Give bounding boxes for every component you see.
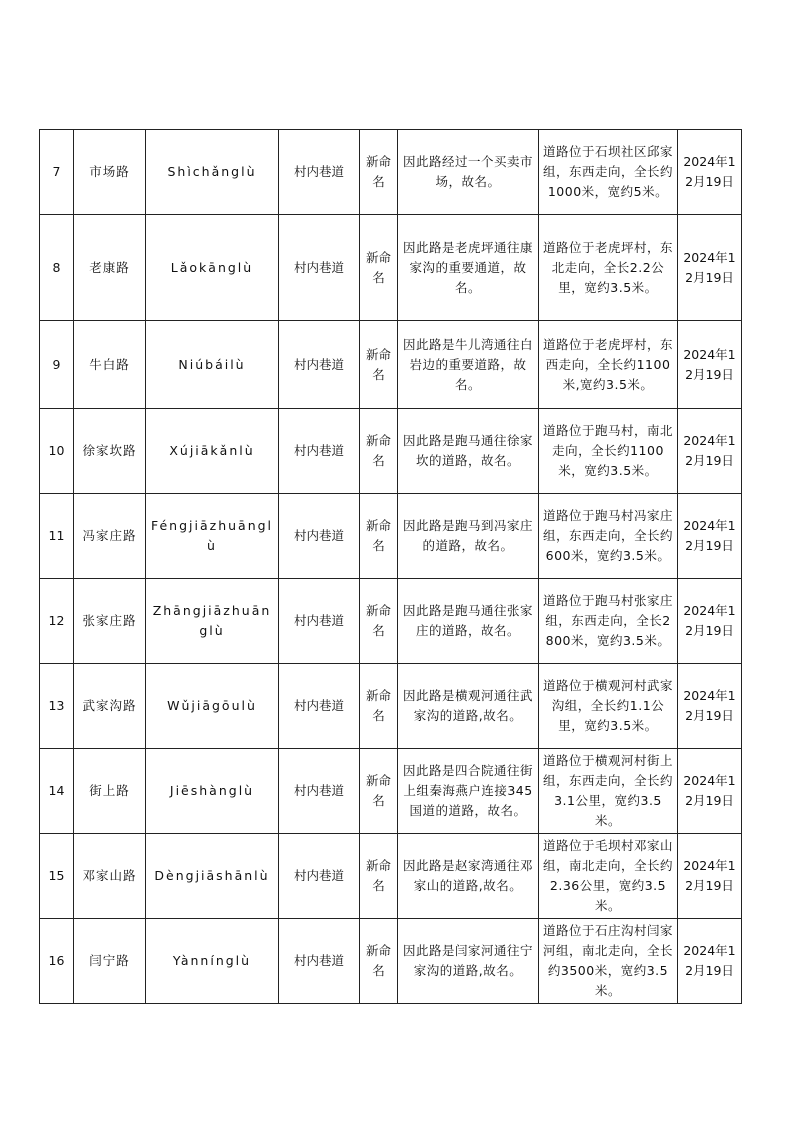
road-location: 道路位于横观河村武家沟组，全长约1.1公里，宽约3.5米。: [539, 664, 678, 749]
road-name: 冯家庄路: [74, 494, 146, 579]
road-naming-table: [39, 129, 742, 1004]
naming-date: 2024年12月19日: [678, 409, 742, 494]
table-row: [40, 321, 742, 409]
naming-date: 2024年12月19日: [678, 834, 742, 919]
naming-reason: 因此路是横观河通往武家沟的道路,故名。: [398, 664, 539, 749]
naming-kind: 新命名: [360, 494, 398, 579]
naming-kind: 新命名: [360, 130, 398, 215]
naming-kind: 新命名: [360, 321, 398, 409]
naming-date: 2024年12月19日: [678, 215, 742, 321]
road-location: 道路位于跑马村张家庄组，东西走向，全长2800米，宽约3.5米。: [539, 579, 678, 664]
row-number: 13: [40, 664, 74, 749]
road-type: 村内巷道: [279, 321, 360, 409]
naming-reason: 因此路是跑马通往张家庄的道路，故名。: [398, 579, 539, 664]
road-location: 道路位于老虎坪村，东西走向，全长约1100米,宽约3.5米。: [539, 321, 678, 409]
table-row: [40, 664, 742, 749]
naming-reason: 因此路是牛儿湾通往白岩边的重要道路，故名。: [398, 321, 539, 409]
naming-date: 2024年12月19日: [678, 494, 742, 579]
road-pinyin: Zhāngjiāzhuānglù: [146, 579, 279, 664]
table-row: [40, 130, 742, 215]
naming-date: 2024年12月19日: [678, 749, 742, 834]
table-row: [40, 579, 742, 664]
naming-reason: 因此路是老虎坪通往康家沟的重要通道，故名。: [398, 215, 539, 321]
road-type: 村内巷道: [279, 834, 360, 919]
naming-kind: 新命名: [360, 834, 398, 919]
naming-date: 2024年12月19日: [678, 919, 742, 1004]
road-location: 道路位于老虎坪村，东北走向，全长2.2公里，宽约3.5米。: [539, 215, 678, 321]
table-row: [40, 409, 742, 494]
road-name: 武家沟路: [74, 664, 146, 749]
naming-kind: 新命名: [360, 919, 398, 1004]
road-type: 村内巷道: [279, 494, 360, 579]
row-number: 9: [40, 321, 74, 409]
road-name: 牛白路: [74, 321, 146, 409]
road-name: 老康路: [74, 215, 146, 321]
road-type: 村内巷道: [279, 664, 360, 749]
road-pinyin: Jiēshànglù: [146, 749, 279, 834]
road-type: 村内巷道: [279, 215, 360, 321]
naming-kind: 新命名: [360, 409, 398, 494]
road-pinyin: Dèngjiāshānlù: [146, 834, 279, 919]
road-name: 闫宁路: [74, 919, 146, 1004]
naming-kind: 新命名: [360, 749, 398, 834]
road-location: 道路位于跑马村冯家庄组，东西走向，全长约600米，宽约3.5米。: [539, 494, 678, 579]
road-type: 村内巷道: [279, 130, 360, 215]
table-row: [40, 215, 742, 321]
row-number: 10: [40, 409, 74, 494]
road-type: 村内巷道: [279, 749, 360, 834]
table-row: [40, 919, 742, 1004]
road-pinyin: Lǎokānglù: [146, 215, 279, 321]
table-row: [40, 749, 742, 834]
road-pinyin: Shìchǎnglù: [146, 130, 279, 215]
road-location: 道路位于跑马村，南北走向，全长约1100米，宽约3.5米。: [539, 409, 678, 494]
road-name: 市场路: [74, 130, 146, 215]
road-name: 街上路: [74, 749, 146, 834]
naming-kind: 新命名: [360, 579, 398, 664]
naming-reason: 因此路是四合院通往街上组秦海燕户连接345国道的道路，故名。: [398, 749, 539, 834]
road-pinyin: Wǔjiāgōulù: [146, 664, 279, 749]
road-name: 张家庄路: [74, 579, 146, 664]
road-pinyin: Niúbáilù: [146, 321, 279, 409]
row-number: 14: [40, 749, 74, 834]
naming-date: 2024年12月19日: [678, 579, 742, 664]
naming-date: 2024年12月19日: [678, 321, 742, 409]
table-row: [40, 494, 742, 579]
naming-kind: 新命名: [360, 664, 398, 749]
row-number: 7: [40, 130, 74, 215]
row-number: 12: [40, 579, 74, 664]
naming-reason: 因此路是跑马通往徐家坎的道路，故名。: [398, 409, 539, 494]
road-type: 村内巷道: [279, 579, 360, 664]
road-type: 村内巷道: [279, 409, 360, 494]
road-type: 村内巷道: [279, 919, 360, 1004]
naming-reason: 因此路经过一个买卖市场，故名。: [398, 130, 539, 215]
row-number: 11: [40, 494, 74, 579]
naming-reason: 因此路是赵家湾通往邓家山的道路,故名。: [398, 834, 539, 919]
naming-reason: 因此路是闫家河通往宁家沟的道路,故名。: [398, 919, 539, 1004]
row-number: 8: [40, 215, 74, 321]
road-location: 道路位于横观河村街上组，东西走向，全长约3.1公里，宽约3.5米。: [539, 749, 678, 834]
road-pinyin: Féngjiāzhuānglù: [146, 494, 279, 579]
naming-reason: 因此路是跑马到冯家庄的道路，故名。: [398, 494, 539, 579]
road-location: 道路位于石坝社区邱家组，东西走向，全长约1000米，宽约5米。: [539, 130, 678, 215]
road-location: 道路位于毛坝村邓家山组，南北走向，全长约2.36公里，宽约3.5米。: [539, 834, 678, 919]
road-location: 道路位于石庄沟村闫家河组，南北走向，全长约3500米，宽约3.5米。: [539, 919, 678, 1004]
road-pinyin: Yànnínglù: [146, 919, 279, 1004]
row-number: 16: [40, 919, 74, 1004]
road-name: 邓家山路: [74, 834, 146, 919]
naming-kind: 新命名: [360, 215, 398, 321]
naming-date: 2024年12月19日: [678, 130, 742, 215]
naming-date: 2024年12月19日: [678, 664, 742, 749]
road-name: 徐家坎路: [74, 409, 146, 494]
table-row: [40, 834, 742, 919]
road-pinyin: Xújiākǎnlù: [146, 409, 279, 494]
row-number: 15: [40, 834, 74, 919]
